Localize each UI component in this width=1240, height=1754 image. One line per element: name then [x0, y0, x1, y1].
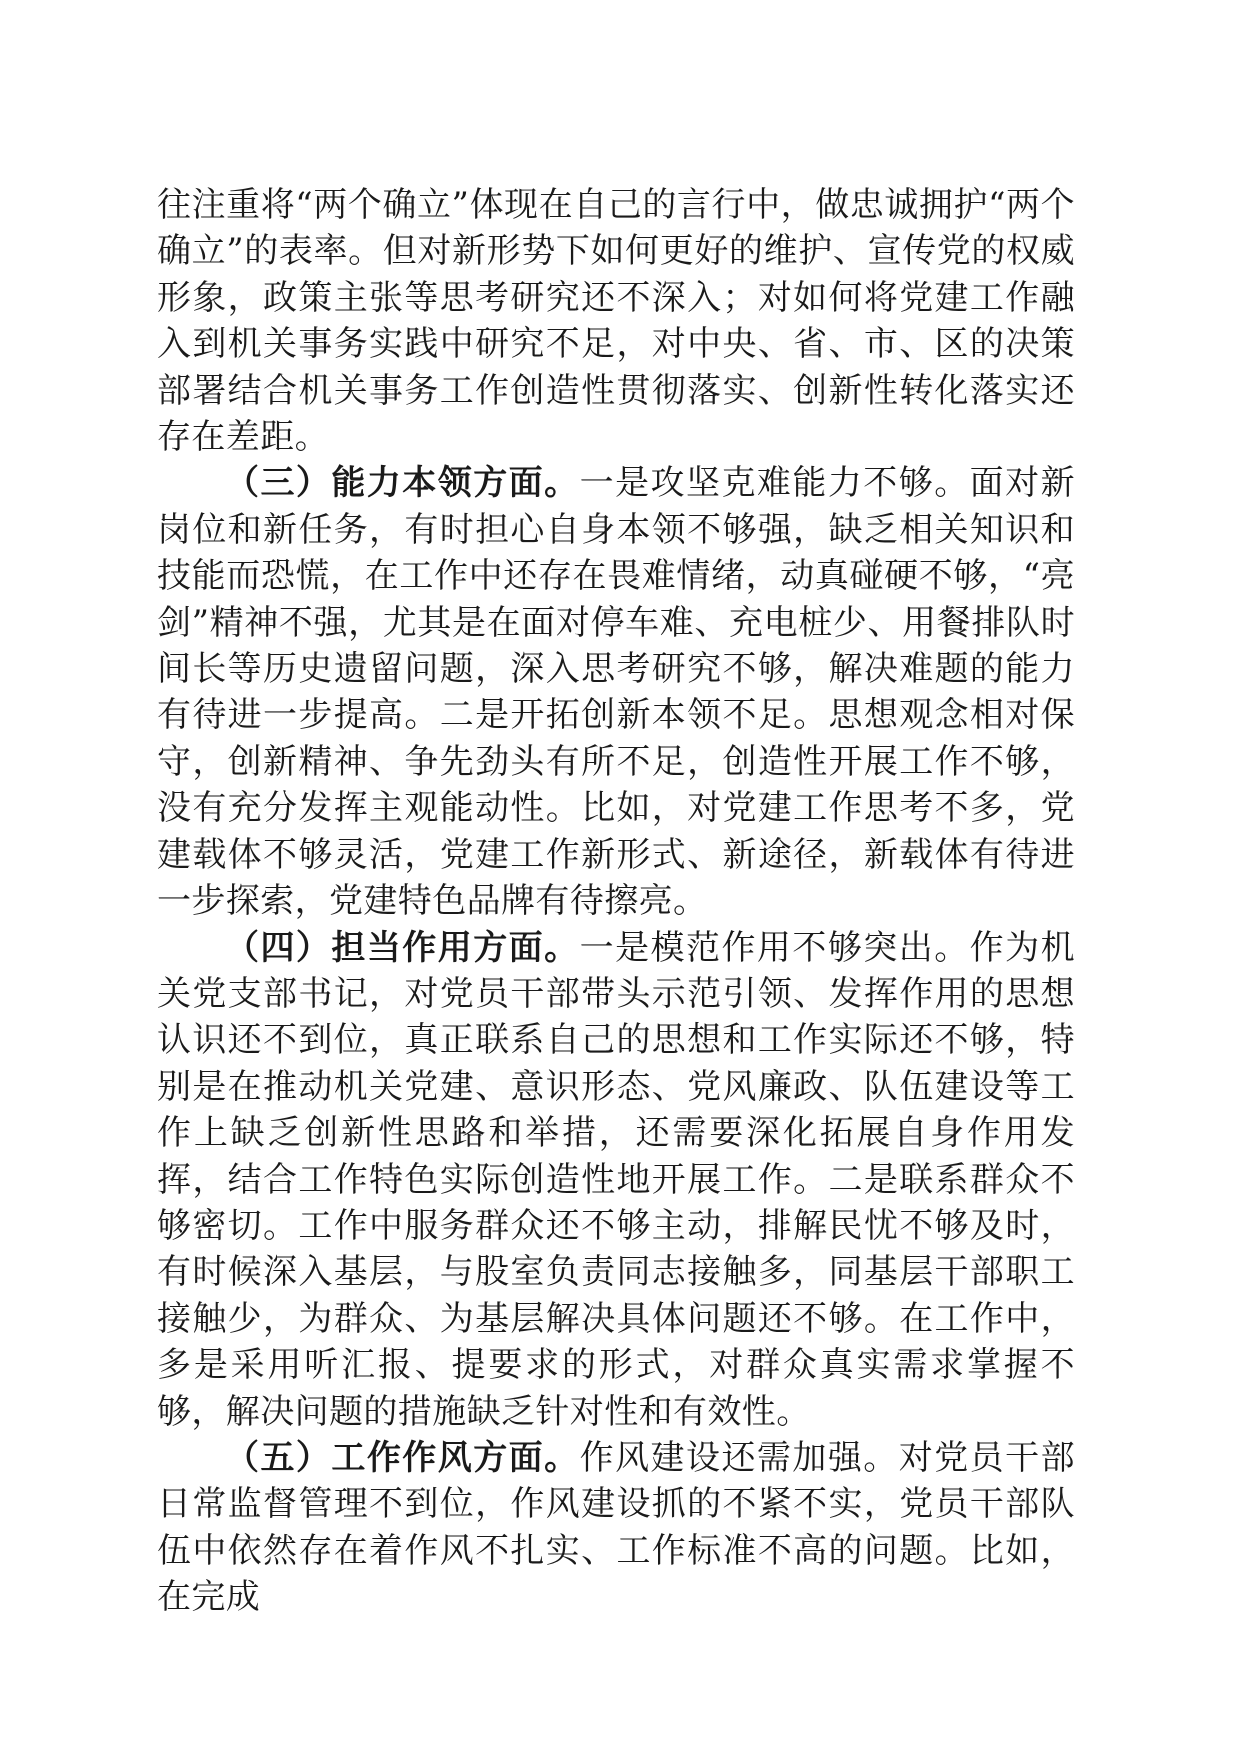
section-heading-work-style: （五）工作作风方面。: [225, 1437, 580, 1478]
paragraph-work-style: [157, 1435, 1075, 1621]
paragraph-text: 一是模范作用不够突出。作为机关党支部书记，对党员干部带头示范引领、发挥作用的思想认识还不到位，真正联系自己的思想和工作实际还不够，特别是在推动机关党建、意识形态、党风廉政、队伍建设等工作上缺乏创新性思路和举措，还需要深化拓展自身作用发挥，结合工作特色实际创造性地开展工作。二是联系群众不够密切。工作中服务群众还不够主动，排解民忧不够及时，有时候深入基层，与股室负责同志接触多，同基层干部职工接触少，为群众、为基层解决具体问题还不够。在工作中，多是采用听汇报、提要求的形式，对群众真实需求掌握不够，解决问题的措施缺乏针对性和有效性。: [157, 927, 1075, 1432]
paragraph-text: 作风建设还需加强。对党员干部日常监督管理不到位，作风建设抓的不紧不实，党员干部队伍中依然存在着作风不扎实、工作标准不高的问题。比如，在完成: [157, 1437, 1075, 1618]
paragraph-text: 一是攻坚克难能力不够。面对新岗位和新任务，有时担心自身本领不够强，缺乏相关知识和技能而恐慌，在工作中还存在畏难情绪，动真碰硬不够，“亮剑”精神不强，尤其是在面对停车难、充电桩少、用餐排队时间长等历史遗留问题，深入思考研究不够，解决难题的能力有待进一步提高。二是开拓创新本领不足。思想观念相对保守，创新精神、争先劲头有所不足，创造性开展工作不够，没有充分发挥主观能动性。比如，对党建工作思考不多，党建载体不够灵活，党建工作新形式、新途径，新载体有待进一步探索，党建特色品牌有待擦亮。: [157, 463, 1075, 922]
paragraph-continuation: [157, 182, 1075, 460]
section-heading-ability: （三）能力本领方面。: [225, 463, 580, 504]
paragraph-text: 往注重将“两个确立”体现在自己的言行中，做忠诚拥护“两个确立”的表率。但对新形势下如何更好的维护、宣传党的权威形象，政策主张等思考研究还不深入；对如何将党建工作融入到机关事务实践中研究不足，对中央、省、市、区的决策部署结合机关事务工作创造性贯彻落实、创新性转化落实还存在差距。: [157, 185, 1075, 458]
paragraph-ability: [157, 460, 1075, 924]
section-heading-responsibility: （四）担当作用方面。: [225, 927, 580, 968]
document-page: [157, 182, 1075, 1621]
paragraph-responsibility: [157, 925, 1075, 1435]
